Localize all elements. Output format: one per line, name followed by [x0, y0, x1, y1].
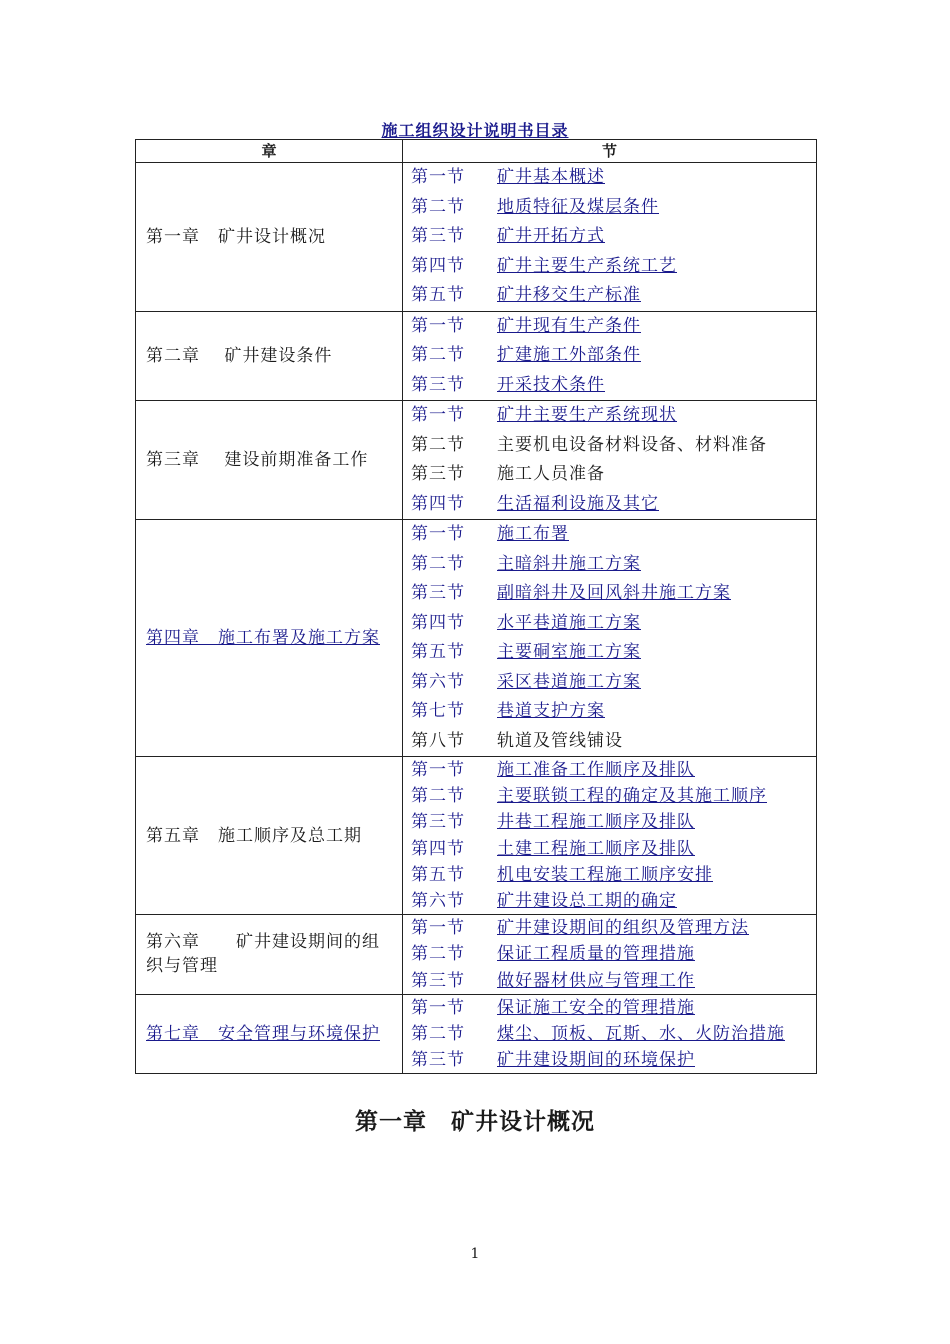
chapter-label[interactable]: 第四章 施工布署及施工方案: [146, 628, 380, 648]
toc-chapter-row: [136, 520, 817, 757]
toc-header-row: [136, 140, 817, 163]
section-underline-pad: [677, 401, 695, 431]
section-title: 地质特征及煤层条件: [497, 196, 659, 217]
chapter-heading: 第一章 矿井设计概况: [355, 1109, 595, 1135]
section-title: 矿井主要生产系统现状: [497, 405, 677, 425]
sections-cell: [403, 401, 817, 520]
sections-cell: [403, 757, 817, 915]
section-number: 第四节: [411, 493, 465, 514]
section-entry[interactable]: [411, 968, 816, 994]
section-title: 煤尘、顶板、瓦斯、水、火防治措施: [497, 1023, 785, 1044]
section-title: 主要联锁工程的确定及其施工顺序: [497, 786, 767, 807]
section-title: 水平巷道施工方案: [497, 612, 641, 633]
section-number: 第一节: [411, 315, 465, 336]
chapter-cell: [136, 520, 403, 757]
toc-chapter-row: [136, 915, 817, 995]
section-entry[interactable]: [411, 579, 816, 609]
section-underline-pad: [641, 312, 659, 342]
section-entry[interactable]: [411, 401, 816, 431]
section-entry[interactable]: [411, 783, 816, 809]
section-title: 开采技术条件: [497, 374, 605, 395]
chapter-cell: [136, 915, 403, 995]
section-title: 矿井移交生产标准: [497, 285, 641, 305]
chapter-cell: [136, 163, 403, 312]
section-number: 第三节: [411, 970, 465, 991]
chapter-label[interactable]: 第七章 安全管理与环境保护: [146, 1023, 380, 1044]
section-underline-pad: [641, 668, 659, 698]
section-number: 第一节: [411, 997, 465, 1018]
section-entry[interactable]: [411, 281, 816, 311]
section-entry[interactable]: [411, 609, 816, 639]
chapter-cell: [136, 401, 403, 520]
section-number: 第一节: [411, 524, 465, 544]
section-number: 第五节: [411, 642, 465, 662]
chapter-label: 第五章 施工顺序及总工期: [146, 825, 362, 846]
section-title: 机电安装工程施工顺序安排: [497, 864, 713, 885]
section-number: 第一节: [411, 405, 465, 425]
section-entry[interactable]: [411, 1021, 816, 1047]
section-underline-pad: [605, 163, 641, 193]
sections-cell: [403, 311, 817, 401]
section-entry[interactable]: [411, 371, 816, 401]
section-number: 第三节: [411, 226, 465, 246]
chapter-cell: [136, 757, 403, 915]
section-entry[interactable]: [411, 490, 816, 520]
chapter-label: 第三章 建设前期准备工作: [146, 450, 369, 470]
toc-chapter-row: [136, 757, 817, 915]
section-number: 第二节: [411, 434, 465, 455]
section-entry[interactable]: [411, 341, 816, 371]
section-entry: [411, 727, 816, 757]
section-number: 第三节: [411, 583, 465, 603]
section-entry[interactable]: [411, 941, 816, 967]
section-title: 主要机电设备材料设备、材料准备: [497, 434, 767, 455]
sections-cell: [403, 163, 817, 312]
section-title: 井巷工程施工顺序及排队: [497, 812, 695, 833]
section-title: 矿井现有生产条件: [497, 315, 641, 336]
section-title: 保证工程质量的管理措施: [497, 944, 695, 965]
section-number: 第五节: [411, 285, 465, 305]
section-title: 扩建施工外部条件: [497, 345, 641, 365]
section-number: 第七节: [411, 701, 465, 721]
section-title: 施工布署: [497, 524, 569, 544]
section-number: 第三节: [411, 374, 465, 395]
section-number: 第二节: [411, 553, 465, 574]
section-title: 主要硐室施工方案: [497, 642, 641, 662]
header-section: 节: [403, 140, 817, 163]
section-underline-pad: [605, 697, 623, 727]
section-entry[interactable]: [411, 520, 816, 550]
section-number: 第六节: [411, 890, 465, 911]
section-title: 做好器材供应与管理工作: [497, 970, 695, 991]
section-underline-pad: [677, 252, 695, 282]
section-entry: [411, 460, 816, 490]
toc-table: [135, 139, 817, 1074]
sections-cell: [403, 994, 817, 1074]
header-chapter: 章: [136, 140, 403, 163]
chapter-label: 第一章 矿井设计概况: [146, 226, 326, 247]
section-title: 矿井开拓方式: [497, 226, 605, 246]
section-title: 主暗斜井施工方案: [497, 553, 641, 574]
section-title: 副暗斜井及回风斜井施工方案: [497, 583, 731, 603]
section-title: 施工人员准备: [497, 464, 605, 484]
section-underline-pad: [641, 638, 659, 668]
section-number: 第二节: [411, 345, 465, 365]
section-entry[interactable]: [411, 252, 816, 282]
section-number: 第四节: [411, 612, 465, 633]
section-title: 矿井基本概述: [497, 167, 605, 187]
section-underline-pad: [677, 888, 695, 914]
section-underline-pad: [605, 222, 623, 252]
section-entry[interactable]: [411, 995, 816, 1021]
section-title: 土建工程施工顺序及排队: [497, 838, 695, 859]
toc-chapter-row: [136, 401, 817, 520]
section-entry[interactable]: [411, 888, 816, 914]
section-entry[interactable]: [411, 668, 816, 698]
toc-chapter-row: [136, 311, 817, 401]
section-number: 第三节: [411, 464, 465, 484]
section-number: 第六节: [411, 671, 465, 692]
section-entry[interactable]: [411, 757, 816, 783]
section-underline-pad: [659, 193, 677, 223]
section-title: 矿井建设总工期的确定: [497, 890, 677, 911]
section-number: 第一节: [411, 167, 465, 187]
section-entry[interactable]: [411, 915, 816, 941]
section-entry[interactable]: [411, 638, 816, 668]
section-underline-pad: [641, 550, 659, 580]
section-number: 第八节: [411, 730, 465, 751]
section-title: 矿井建设期间的组织及管理方法: [497, 918, 749, 939]
chapter-label: 第六章 矿井建设期间的组织与管理: [146, 932, 380, 977]
section-title: 生活福利设施及其它: [497, 493, 659, 514]
section-number: 第四节: [411, 255, 465, 276]
sections-cell: [403, 915, 817, 995]
section-underline-pad: [641, 609, 659, 639]
section-title: 保证施工安全的管理措施: [497, 997, 695, 1018]
section-entry[interactable]: [411, 312, 816, 342]
section-entry[interactable]: [411, 1047, 816, 1073]
section-title: 轨道及管线铺设: [497, 730, 623, 751]
section-entry[interactable]: [411, 222, 816, 252]
section-entry[interactable]: [411, 809, 816, 835]
page-number: 1: [470, 1246, 480, 1262]
section-number: 第五节: [411, 864, 465, 885]
section-entry[interactable]: [411, 836, 816, 862]
section-number: 第二节: [411, 944, 465, 965]
section-number: 第二节: [411, 786, 465, 807]
section-title: 采区巷道施工方案: [497, 671, 641, 692]
section-entry: [411, 431, 816, 461]
section-number: 第二节: [411, 196, 465, 217]
section-title: 矿井主要生产系统工艺: [497, 255, 677, 276]
section-title: 巷道支护方案: [497, 701, 605, 721]
section-number: 第三节: [411, 1050, 465, 1071]
toc-title: 施工组织设计说明书目录: [381, 121, 569, 140]
section-entry[interactable]: [411, 193, 816, 223]
section-entry[interactable]: [411, 550, 816, 580]
chapter-cell: [136, 994, 403, 1074]
toc-chapter-row: [136, 994, 817, 1074]
section-number: 第四节: [411, 838, 465, 859]
sections-cell: [403, 520, 817, 757]
section-entry[interactable]: [411, 862, 816, 888]
chapter-label: 第二章 矿井建设条件: [146, 345, 333, 366]
section-underline-pad: [749, 915, 767, 941]
toc-chapter-row: [136, 163, 817, 312]
section-number: 第一节: [411, 918, 465, 939]
section-underline-pad: [713, 862, 731, 888]
chapter-cell: [136, 311, 403, 401]
toc-body: [136, 163, 817, 1074]
section-entry[interactable]: [411, 697, 816, 727]
section-number: 第三节: [411, 812, 465, 833]
section-number: 第二节: [411, 1023, 465, 1044]
section-entry[interactable]: [411, 163, 816, 193]
section-number: 第一节: [411, 760, 465, 780]
section-title: 矿井建设期间的环境保护: [497, 1050, 695, 1071]
section-title: 施工准备工作顺序及排队: [497, 760, 695, 780]
